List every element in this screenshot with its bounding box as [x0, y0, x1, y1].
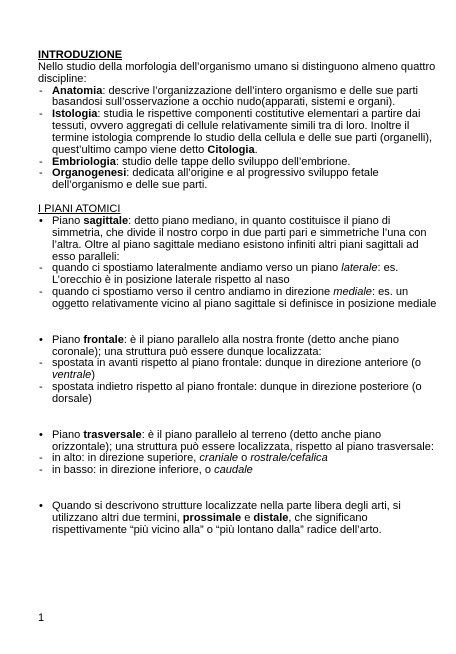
list-item-istologia	[38, 109, 442, 156]
term-citologia: Citologia	[207, 143, 255, 156]
frontale-sublist	[38, 358, 442, 405]
desc-embriologia: : studio delle tappe dello sviluppo dell’embrione.	[115, 155, 351, 168]
term-anatomia: Anatomia	[52, 84, 103, 97]
term-mediale: mediale	[333, 286, 372, 299]
sub-text: o	[238, 452, 251, 465]
sagittale-prefix: Piano	[52, 214, 84, 227]
frontale-prefix: Piano	[52, 333, 84, 346]
desc-anatomia: : descrive l’organizzazione dell’intero organismo e delle sue parti basandosi sull’osservazione a occhio nudo(apparati, sistemi e organi).	[52, 84, 418, 109]
intro-heading: INTRODUZIONE	[38, 49, 123, 61]
sub-text: quando ci spostiamo verso il centro andiamo in direzione	[52, 286, 334, 299]
desc-frontale: : è il piano parallelo alla nostra fronte (detto anche piano coronale); una struttura può essere dunque localizzata:	[52, 333, 399, 358]
term-caudale: caudale	[214, 464, 253, 477]
list-item-sagittale	[38, 216, 442, 311]
term-embriologia: Embriologia	[52, 155, 116, 168]
term-rostrale: rostrale/cefalica	[250, 452, 328, 465]
arti-text: Quando si descrivono strutture localizzate nella parte libera degli arti, si utilizzano altri due termini,	[52, 500, 401, 524]
term-prossimale: prossimale	[182, 512, 242, 524]
sub-text: quando ci spostiamo lateralmente andiamo verso un piano	[52, 262, 342, 275]
term-frontale: frontale	[83, 333, 124, 346]
term-distale: distale	[253, 512, 289, 524]
piani-list-arti	[38, 501, 442, 537]
term-sagittale: sagittale	[83, 214, 129, 227]
sub-item-anteriore	[38, 358, 442, 382]
term-craniale: craniale	[199, 452, 239, 465]
desc-trasversale: : è il piano parallelo al terreno (detto anche piano orizzontale); una struttura può essere localizzata, rispetto al piano trasversale:	[52, 428, 434, 453]
piani-list-frontale	[38, 335, 442, 406]
list-item-trasversale	[38, 430, 442, 477]
piani-list-sagittale	[38, 216, 442, 311]
sub-item-mediale	[38, 287, 442, 311]
term-ventrale: ventrale	[52, 369, 92, 382]
term-laterale: laterale	[341, 262, 378, 275]
sub-text: : es. un oggetto relativamente vicino al piano sagittale si definisce in posizione mediale	[52, 286, 437, 310]
desc-istologia-end: .	[254, 143, 258, 156]
arti-text: e	[241, 512, 254, 524]
sub-item-posteriore	[38, 382, 442, 406]
sub-text: : es. L’orecchio è in posizione laterale rispetto al naso	[52, 262, 399, 287]
page-content	[38, 50, 442, 537]
desc-sagittale: : detto piano mediano, in quanto costituisce il piano di simmetria, che divide il nostro corpo in due parti pari e simmetriche l’una con l’altra. Oltre al piano sagittale mediano esistono infiniti altri piani sagittali ad esso paralleli:	[52, 214, 427, 263]
sub-text: in alto: in direzione superiore,	[52, 452, 200, 465]
arti-text: , che significano rispettivamente “più vicino alla” o “più lontano dalla” radice dell’arto.	[52, 512, 382, 536]
list-item-organogenesi	[38, 168, 442, 192]
trasversale-prefix: Piano	[52, 428, 84, 441]
term-trasversale: trasversale	[83, 428, 142, 441]
term-organogenesi: Organogenesi	[52, 167, 127, 180]
desc-istologia: : studia le rispettive componenti costitutive elementari a partire dai tessuti, ovvero aggregati di cellule relativamente simili tra di loro. Inoltre il termine istologia comprende lo studio della cellula e delle sue parti (organelli), quest’ultimo campo viene detto	[52, 108, 433, 156]
list-item-anatomia	[38, 86, 442, 110]
sub-item-laterale	[38, 263, 442, 287]
sub-item-basso	[38, 465, 442, 477]
term-istologia: Istologia	[52, 108, 98, 121]
sub-text: )	[91, 369, 95, 382]
list-item-arti	[38, 501, 442, 537]
intro-paragraph: Nello studio della morfologia dell’organismo umano si distinguono almeno quattro discipline:	[38, 60, 436, 85]
sagittale-sublist	[38, 263, 442, 310]
page-number: 1	[38, 612, 45, 624]
disciplines-list	[38, 86, 442, 193]
list-item-frontale	[38, 335, 442, 406]
sub-text: spostata in avanti rispetto al piano frontale: dunque in direzione anteriore (o	[52, 357, 422, 370]
trasversale-sublist	[38, 453, 442, 477]
sub-text: spostata indietro rispetto al piano frontale: dunque in direzione posteriore (o dorsale)	[52, 381, 422, 405]
sub-text: in basso: in direzione inferiore, o	[52, 464, 215, 477]
piani-heading: I PIANI ATOMICI	[38, 203, 121, 216]
desc-organogenesi: : dedicata all’origine e al progressivo sviluppo fetale dell’organismo e delle sue parti.	[52, 167, 379, 192]
piani-list-trasversale	[38, 430, 442, 477]
